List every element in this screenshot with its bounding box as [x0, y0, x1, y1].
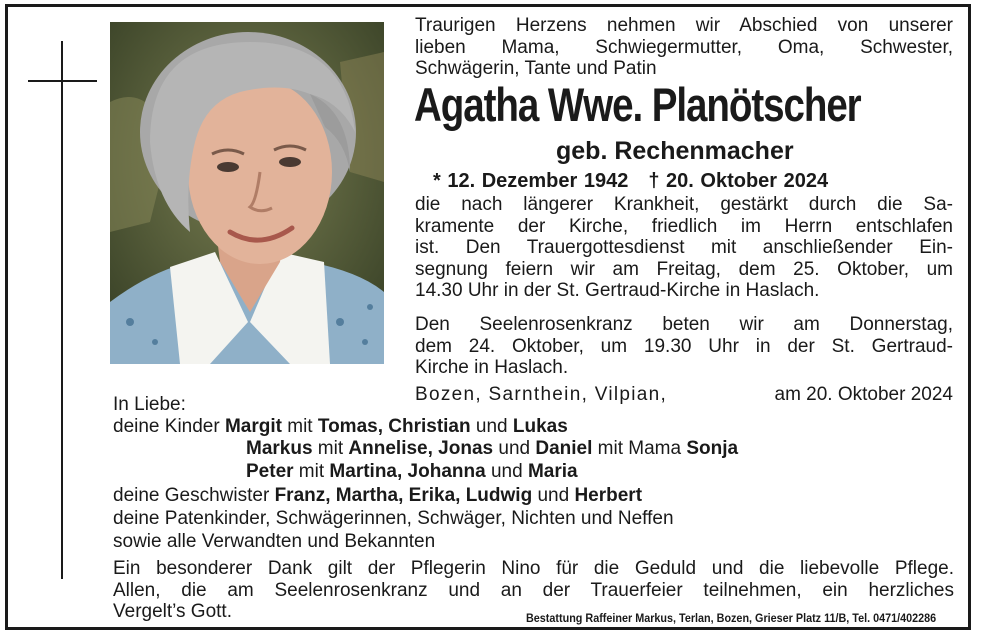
- intro-text: [415, 15, 953, 80]
- connector: und: [470, 416, 513, 437]
- life-dates: [433, 170, 828, 193]
- body-line: kramente der Kirche, friedlich im Herrn entschlafen: [415, 215, 953, 237]
- children-line: [246, 438, 738, 460]
- body-line: die nach längerer Krankheit, gestärkt durch die Sa-: [415, 194, 953, 215]
- sibling-names: Franz, Martha, Erika, Ludwig: [274, 485, 533, 506]
- sibling-name: Herbert: [574, 485, 643, 506]
- grandchild-names: Annelise, Jonas: [348, 438, 494, 459]
- relative-name: Sonja: [686, 438, 739, 459]
- announcement-date: am 20. Oktober 2024: [774, 384, 953, 405]
- relatives-line: sowie alle Verwandten und Bekannten: [113, 531, 436, 552]
- grandchild-name: Lukas: [512, 416, 568, 437]
- funeral-home-credit: Bestattung Raffeiner Markus, Terlan, Bozen, Grieser Platz 11/B, Tel. 0471/402286: [526, 611, 937, 625]
- grandchild-name: Daniel: [535, 438, 593, 459]
- in-liebe-label: In Liebe:: [113, 394, 186, 415]
- intro-line: Schwägerin, Tante und Patin: [415, 58, 657, 79]
- body-line: dem 24. Oktober, um 19.30 Uhr in der St. Gertraud-: [415, 335, 953, 357]
- grandchild-names: Tomas, Christian: [317, 416, 471, 437]
- intro-line: lieben Mama, Schwiegermutter, Oma, Schwester,: [415, 36, 953, 58]
- thanks-line: Ein besonderer Dank gilt der Pflegerin Nino für die Geduld und die liebevolle Pflege.: [113, 558, 954, 579]
- body-line: 14.30 Uhr in der St. Gertraud-Kirche in Haslach.: [415, 280, 820, 301]
- thanks-line: Vergelt’s Gott.: [113, 601, 232, 622]
- place-names: Bozen, Sarnthein, Vilpian,: [415, 384, 668, 405]
- body-line: segnung feiern wir am Freitag, dem 25. Oktober, um: [415, 258, 953, 280]
- cross-icon-bar: [28, 80, 97, 82]
- child-name: Markus: [246, 438, 313, 459]
- siblings-line: [113, 485, 642, 507]
- place-date: [415, 384, 953, 406]
- cross-icon: [61, 41, 63, 579]
- death-date: † 20. Oktober 2024: [648, 170, 829, 192]
- children-line: [113, 416, 568, 438]
- body-line: Kirche in Haslach.: [415, 357, 569, 378]
- maiden-name: geb. Rechenmacher: [556, 137, 794, 165]
- children-prefix: deine Kinder: [113, 416, 220, 437]
- connector: mit: [281, 416, 318, 437]
- body-line: ist. Den Trauergottesdienst mit anschließender Ein-: [415, 237, 953, 258]
- grandchild-names: Martina, Johanna: [329, 461, 486, 482]
- godchildren-line: deine Patenkinder, Schwägerinnen, Schwäger, Nichten und Neffen: [113, 508, 674, 529]
- portrait-photo: [110, 22, 384, 364]
- connector: und: [493, 438, 536, 459]
- thanks-line: Allen, die am Seelenrosenkranz und an der Trauerfeier teilnehmen, ein herzliches: [113, 579, 954, 601]
- service-text: [415, 194, 953, 302]
- grandchild-name: Maria: [527, 461, 578, 482]
- birth-date: * 12. Dezember 1942: [433, 170, 629, 192]
- connector: mit: [293, 461, 330, 482]
- deceased-name: Agatha Wwe. Planötscher: [414, 78, 861, 131]
- children-line: [246, 461, 578, 483]
- connector: und: [532, 485, 575, 506]
- connector: mit: [312, 438, 349, 459]
- siblings-prefix: deine Geschwister: [113, 485, 275, 506]
- connector: mit Mama: [592, 438, 687, 459]
- rosary-text: [415, 314, 953, 379]
- body-line: Den Seelenrosenkranz beten wir am Donnerstag,: [415, 314, 953, 335]
- child-name: Peter: [246, 461, 294, 482]
- intro-line: Traurigen Herzens nehmen wir Abschied von unserer: [415, 15, 953, 36]
- connector: und: [485, 461, 528, 482]
- child-name: Margit: [224, 416, 282, 437]
